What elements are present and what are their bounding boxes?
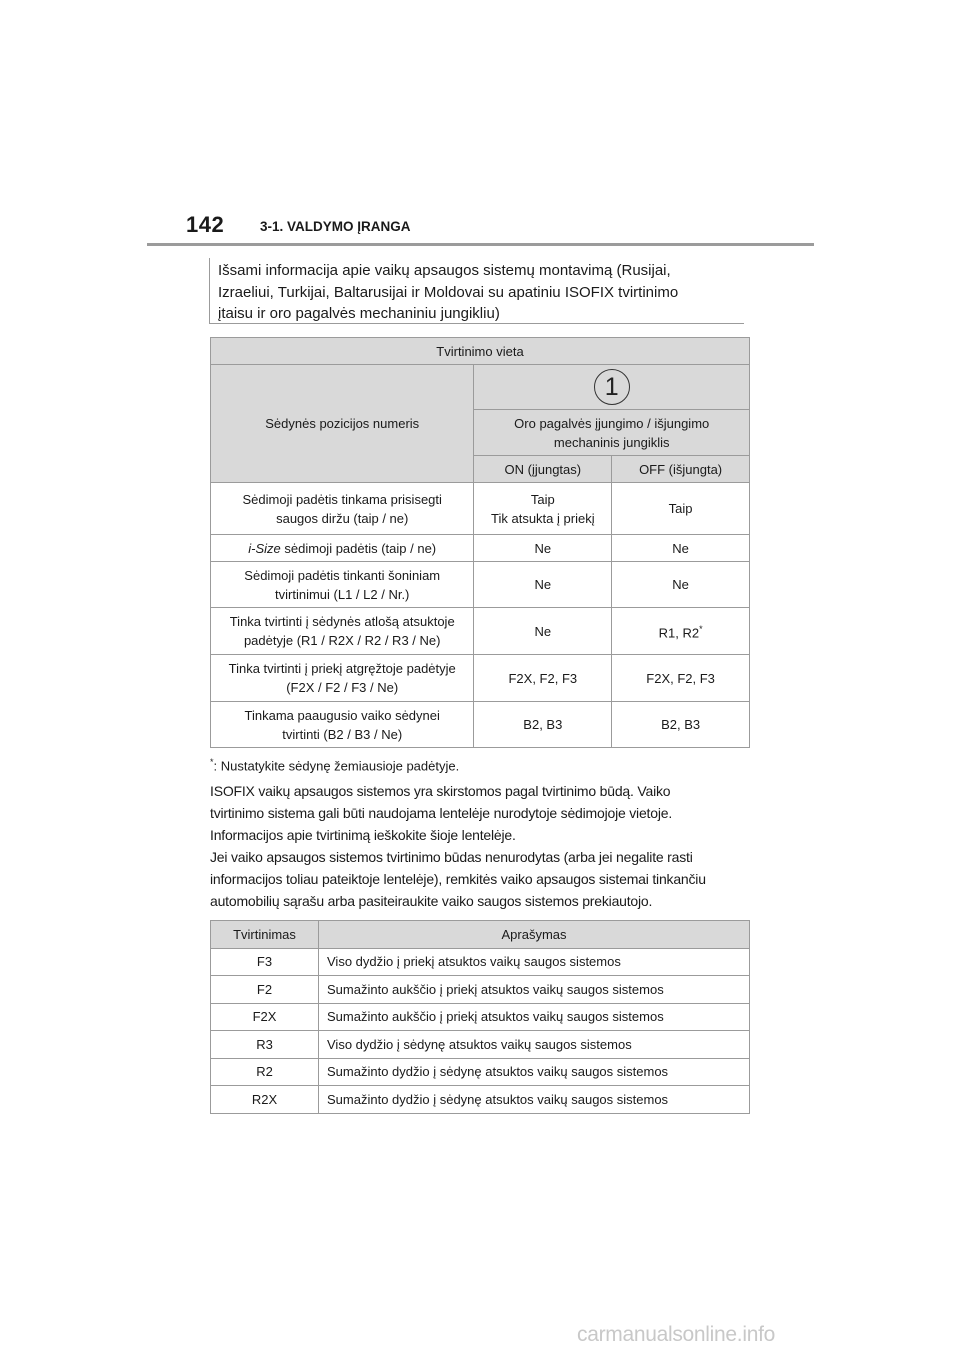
row-label <box>211 655 474 702</box>
table-row <box>211 608 750 655</box>
footnote <box>210 757 459 773</box>
row-label-line: Tinka tvirtinti į sėdynės atlošą atsuktoje <box>229 614 455 629</box>
row-label <box>211 483 474 535</box>
mounting-code: R2 <box>211 1058 319 1086</box>
table-row <box>211 562 750 608</box>
seat-position-label: Sėdynės pozicijos numeris <box>211 365 474 483</box>
table-row <box>211 655 750 702</box>
paragraph-line: Jei vaiko apsaugos sistemos tvirtinimo būdas nenurodytas (arba jei negalite rasti <box>210 849 693 865</box>
row-label <box>211 562 474 608</box>
paragraph-line: automobilių sąrašu arba pasiteiraukite vaiko saugos sistemos prekiautojo. <box>210 893 653 909</box>
row-label-line: Tinka tvirtinti į priekį atgręžtoje padėtyje <box>228 661 456 676</box>
row-label-line: Sėdimoji padėtis tinkama prisisegti <box>242 491 442 507</box>
airbag-switch-line: Oro pagalvės įjungimo / išjungimo <box>514 415 710 431</box>
row-label <box>211 702 474 748</box>
mounting-code: R2X <box>211 1086 319 1114</box>
page-number: 142 <box>186 212 225 237</box>
col-mounting: Tvirtinimas <box>211 921 319 949</box>
cell-on: Ne <box>474 535 612 562</box>
row-label-line: saugos diržu (taip / ne) <box>276 510 409 526</box>
intro-line: Izraeliui, Turkijai, Baltarusijai ir Moldovai su apatiniu ISOFIX tvirtinimo <box>218 283 679 301</box>
col-on: ON (įjungtas) <box>474 456 612 483</box>
mounting-description: Sumažinto dydžio į sėdynę atsuktos vaikų saugos sistemos <box>319 1086 750 1114</box>
mounting-code: F2 <box>211 976 319 1004</box>
row-label-line: tvirtinti (B2 / B3 / Ne) <box>282 726 403 742</box>
body-text <box>210 780 755 912</box>
col-off: OFF (išjungta) <box>612 456 750 483</box>
mounting-code: F3 <box>211 948 319 976</box>
mounting-code: F2X <box>211 1003 319 1031</box>
row-label <box>211 535 474 562</box>
intro-box <box>209 258 744 324</box>
cell-on: Ne <box>474 608 612 655</box>
row-label-line: (F2X / F2 / F3 / Ne) <box>286 680 399 695</box>
cell-on-line: Tik atsukta į priekį <box>491 510 595 526</box>
cell-off: F2X, F2, F3 <box>612 655 750 702</box>
table-row <box>211 1086 750 1114</box>
mounting-code: R3 <box>211 1031 319 1059</box>
row-label-line: Tinkama paaugusio vaiko sėdynei <box>244 707 440 723</box>
table-row <box>211 535 750 562</box>
cell-on-line: Taip <box>530 491 555 507</box>
mounting-description: Sumažinto aukščio į priekį atsuktos vaikų saugos sistemos <box>319 1003 750 1031</box>
watermark: carmanualsonline.info <box>577 1323 775 1346</box>
table-row <box>211 1031 750 1059</box>
cell-on <box>474 483 612 535</box>
paragraph-line: ISOFIX vaikų apsaugos sistemos yra skirstomos pagal tvirtinimo būdą. Vaiko <box>210 783 671 799</box>
table-row <box>211 702 750 748</box>
table-row <box>211 976 750 1004</box>
mounting-description: Sumažinto dydžio į sėdynę atsuktos vaikų saugos sistemos <box>319 1058 750 1086</box>
airbag-switch-line: mechaninis jungiklis <box>553 434 670 450</box>
footnote-mark: * <box>210 757 214 767</box>
row-label <box>211 608 474 655</box>
mounting-description: Viso dydžio į sėdynę atsuktos vaikų saugos sistemos <box>319 1031 750 1059</box>
table-header-row <box>211 921 750 949</box>
row-label-line: tvirtinimui (L1 / L2 / Nr.) <box>275 586 410 602</box>
mounting-type-table <box>210 920 750 1114</box>
cell-off: Ne <box>612 562 750 608</box>
footnote-text: : Nustatykite sėdynę žemiausioje padėtyje. <box>213 758 460 774</box>
mounting-description: Viso dydžio į priekį atsuktos vaikų saugos sistemos <box>319 948 750 976</box>
row-label-line: padėtyje (R1 / R2X / R2 / R3 / Ne) <box>243 633 441 648</box>
section-title: 3-1. VALDYMO ĮRANGA <box>260 219 411 234</box>
table-title: Tvirtinimo vieta <box>211 338 750 365</box>
cell-off: Ne <box>612 535 750 562</box>
paragraph-line: informacijos toliau pateiktoje lentelėje), remkitės vaiko apsaugos sistemai tinkančiu <box>210 871 706 887</box>
paragraph-line: Informacijos apie tvirtinimą ieškokite šioje lentelėje. <box>210 827 516 843</box>
airbag-switch-label <box>474 410 750 456</box>
table-row <box>211 948 750 976</box>
footnote-mark: * <box>699 623 703 634</box>
mounting-location-table <box>210 337 750 748</box>
cell-off: B2, B3 <box>612 702 750 748</box>
table-row <box>211 1058 750 1086</box>
header-rule <box>147 243 814 246</box>
cell-off-text: R1, R2 <box>658 625 700 641</box>
paragraph-line: tvirtinimo sistema gali būti naudojama lentelėje nurodytoje sėdimojoje vietoje. <box>210 805 673 821</box>
cell-off <box>612 608 750 655</box>
row-label-text: sėdimoji padėtis (taip / ne) <box>280 540 437 556</box>
cell-off: Taip <box>612 483 750 535</box>
intro-line: Išsami informacija apie vaikų apsaugos sistemų montavimą (Rusijai, <box>218 262 671 279</box>
seat-number-cell <box>474 365 750 410</box>
table-row <box>211 1003 750 1031</box>
table-row <box>211 483 750 535</box>
cell-on: B2, B3 <box>474 702 612 748</box>
mounting-description: Sumažinto aukščio į priekį atsuktos vaikų saugos sistemos <box>319 976 750 1004</box>
seat-number-circle: 1 <box>594 369 630 405</box>
isize-label: i-Size <box>248 540 281 556</box>
row-label-line: Sėdimoji padėtis tinkanti šoniniam <box>244 567 441 583</box>
col-description: Aprašymas <box>319 921 750 949</box>
cell-on: F2X, F2, F3 <box>474 655 612 702</box>
cell-on: Ne <box>474 562 612 608</box>
intro-line: įtaisu ir oro pagalvės mechaniniu jungikliu) <box>218 305 500 322</box>
